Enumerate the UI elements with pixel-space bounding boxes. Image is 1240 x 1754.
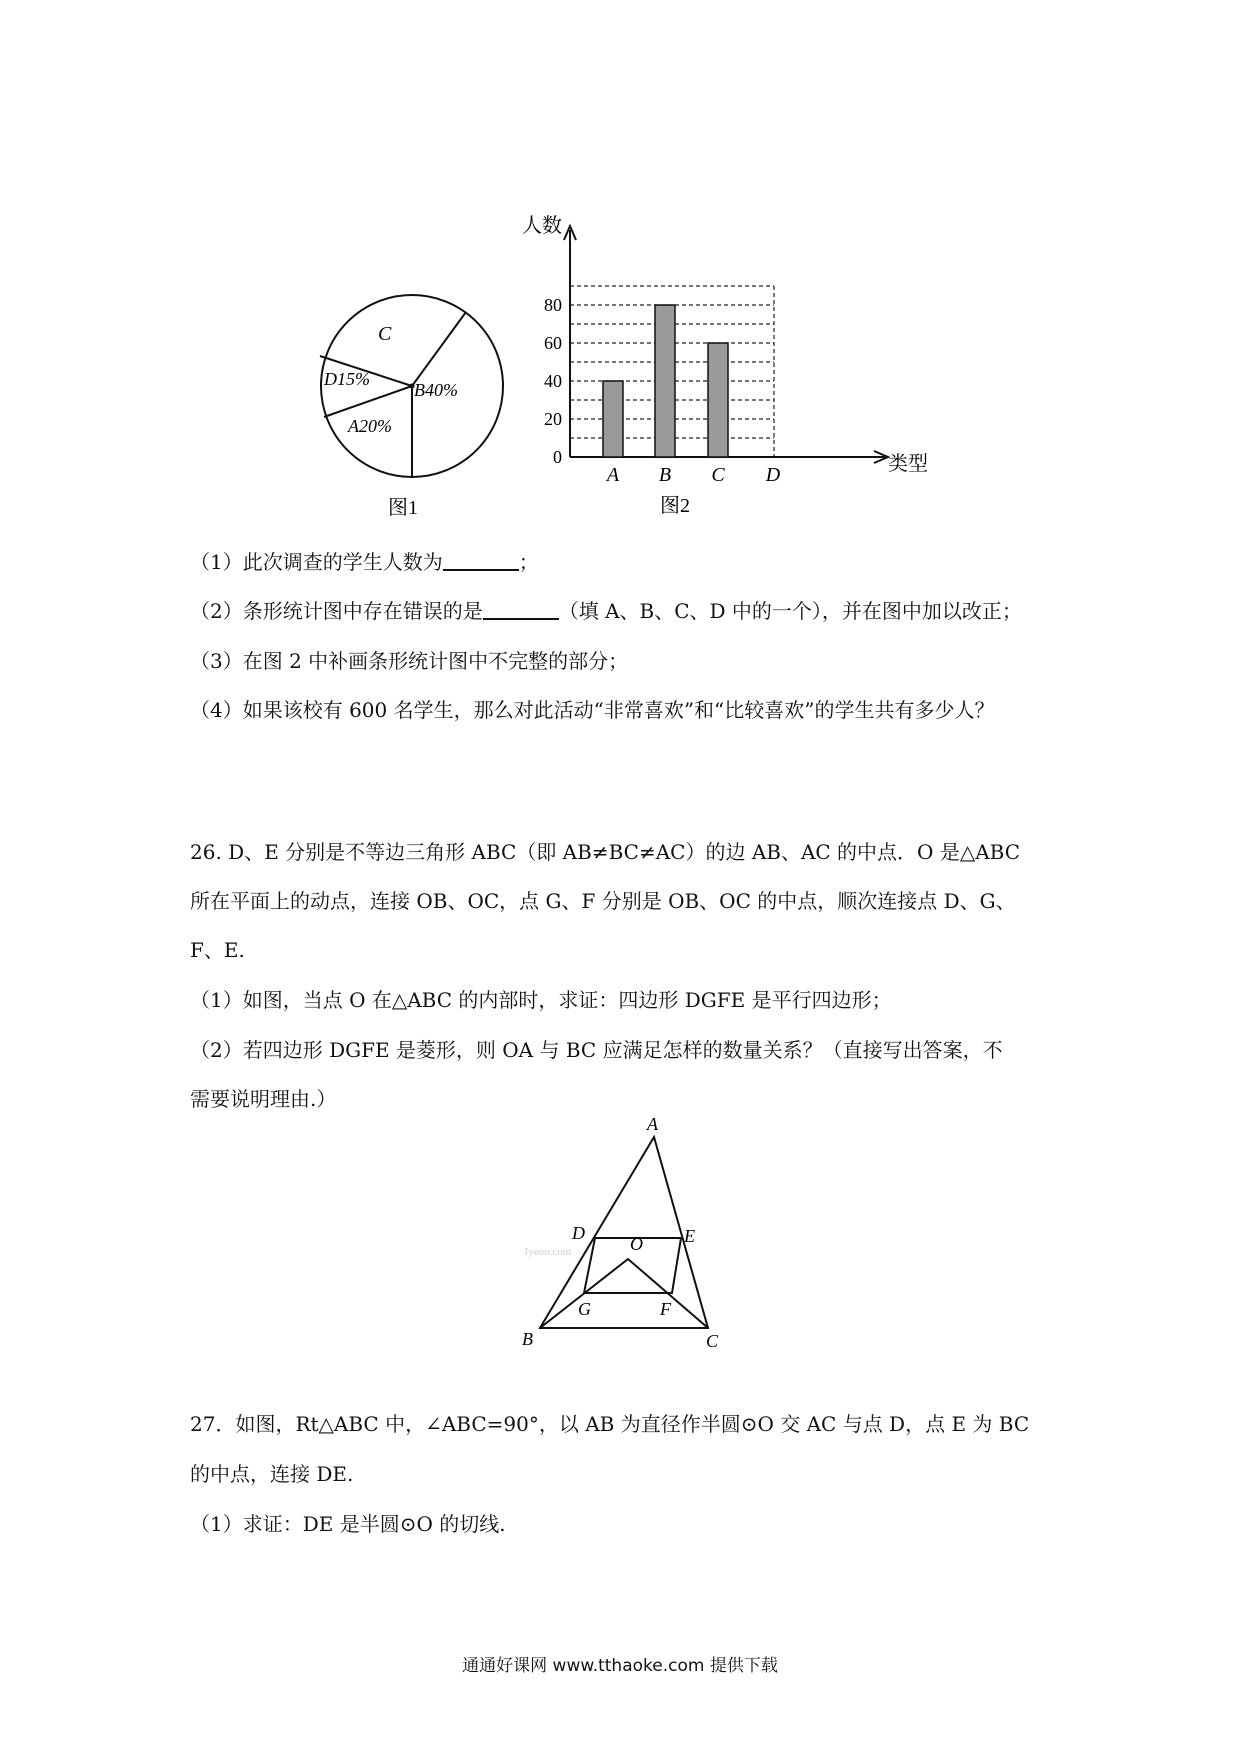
y-tick-label: 40 [544, 371, 562, 391]
q25-part1 [190, 546, 539, 575]
q25-part1-text: （1）此次调查的学生人数为 [190, 550, 443, 574]
fig2-caption: 图2 [660, 495, 690, 517]
point-c: C [706, 1331, 719, 1351]
q26-part2-b: 需要说明理由.） [190, 1087, 337, 1111]
page-footer: 通通好课网 www.tthaoke.com 提供下载 [462, 1656, 778, 1676]
answer-blank-2[interactable] [483, 618, 559, 620]
point-f: F [660, 1299, 671, 1319]
q27-line2: 的中点，连接 DE. [190, 1462, 354, 1486]
q25-part2 [190, 595, 1022, 624]
fig1-caption: 图1 [388, 497, 418, 519]
point-g: G [578, 1299, 591, 1319]
x-tick-label: B [658, 464, 672, 486]
y-tick-label: 80 [544, 295, 562, 315]
pie-chart [300, 270, 520, 530]
point-o: O [630, 1234, 643, 1254]
point-a: A [647, 1115, 658, 1134]
q25-part2-end: （填 A、B、C、D 中的一个），并在图中加以改正； [558, 599, 1022, 623]
pie-label-d: D15% [324, 369, 370, 389]
point-e: E [684, 1226, 695, 1246]
q25-part4: （4）如果该校有 600 名学生，那么对此活动“非常喜欢”和“比较喜欢”的学生共有多少人？ [190, 698, 995, 722]
q26-part2-a: （2）若四边形 DGFE 是菱形，则 OA 与 BC 应满足怎样的数量关系？（直接写出答案，不 [190, 1038, 1003, 1062]
x-axis-label: 类型 [888, 453, 928, 475]
bar-b [655, 305, 675, 457]
q27-part1: （1）求证：DE 是半圆⊙O 的切线. [190, 1512, 506, 1536]
pie-label-a: A20% [348, 416, 392, 436]
y-tick-label: 20 [544, 409, 562, 429]
pie-divider-b-c [412, 312, 466, 386]
q26-line3: F、E. [190, 938, 245, 962]
x-tick-label: A [606, 464, 620, 486]
x-tick-label: D [765, 464, 781, 486]
y-tick-label: 0 [553, 447, 562, 467]
q26-line1: 26. D、E 分别是不等边三角形 ABC（即 AB≠BC≠AC）的边 AB、AC 的中点．O 是△ABC [190, 840, 1021, 864]
y-axis-label: 人数 [522, 215, 562, 237]
bar-a [603, 381, 623, 457]
q25-part1-end: ； [518, 550, 539, 574]
bar-chart [520, 212, 940, 532]
point-d: D [572, 1223, 585, 1243]
q26-line2: 所在平面上的动点，连接 OB、OC，点 G、F 分别是 OB、OC 的中点，顺次连接点 D、G、 [190, 889, 1016, 913]
q26-part1: （1）如图，当点 O 在△ABC 的内部时，求证：四边形 DGFE 是平行四边形； [190, 988, 892, 1012]
q27-line1: 27．如图，Rt△ABC 中，∠ABC=90°，以 AB 为直径作半圆⊙O 交 AC 与点 D，点 E 为 BC [190, 1412, 1030, 1436]
pie-label-c: C [378, 323, 392, 345]
x-tick-label: C [711, 464, 725, 486]
triangle-figure [510, 1115, 740, 1355]
point-b: B [522, 1329, 533, 1349]
pie-label-b: B40% [414, 380, 458, 400]
pie-divider-d-a [324, 386, 412, 417]
q25-part3: （3）在图 2 中补画条形统计图中不完整的部分； [190, 649, 629, 673]
answer-blank-1[interactable] [443, 569, 519, 571]
q25-part2-text: （2）条形统计图中存在错误的是 [190, 599, 483, 623]
triangle-abc [540, 1137, 708, 1328]
bar-c [708, 343, 728, 457]
watermark: Jyeoo.com [524, 1246, 572, 1258]
y-tick-label: 60 [544, 333, 562, 353]
